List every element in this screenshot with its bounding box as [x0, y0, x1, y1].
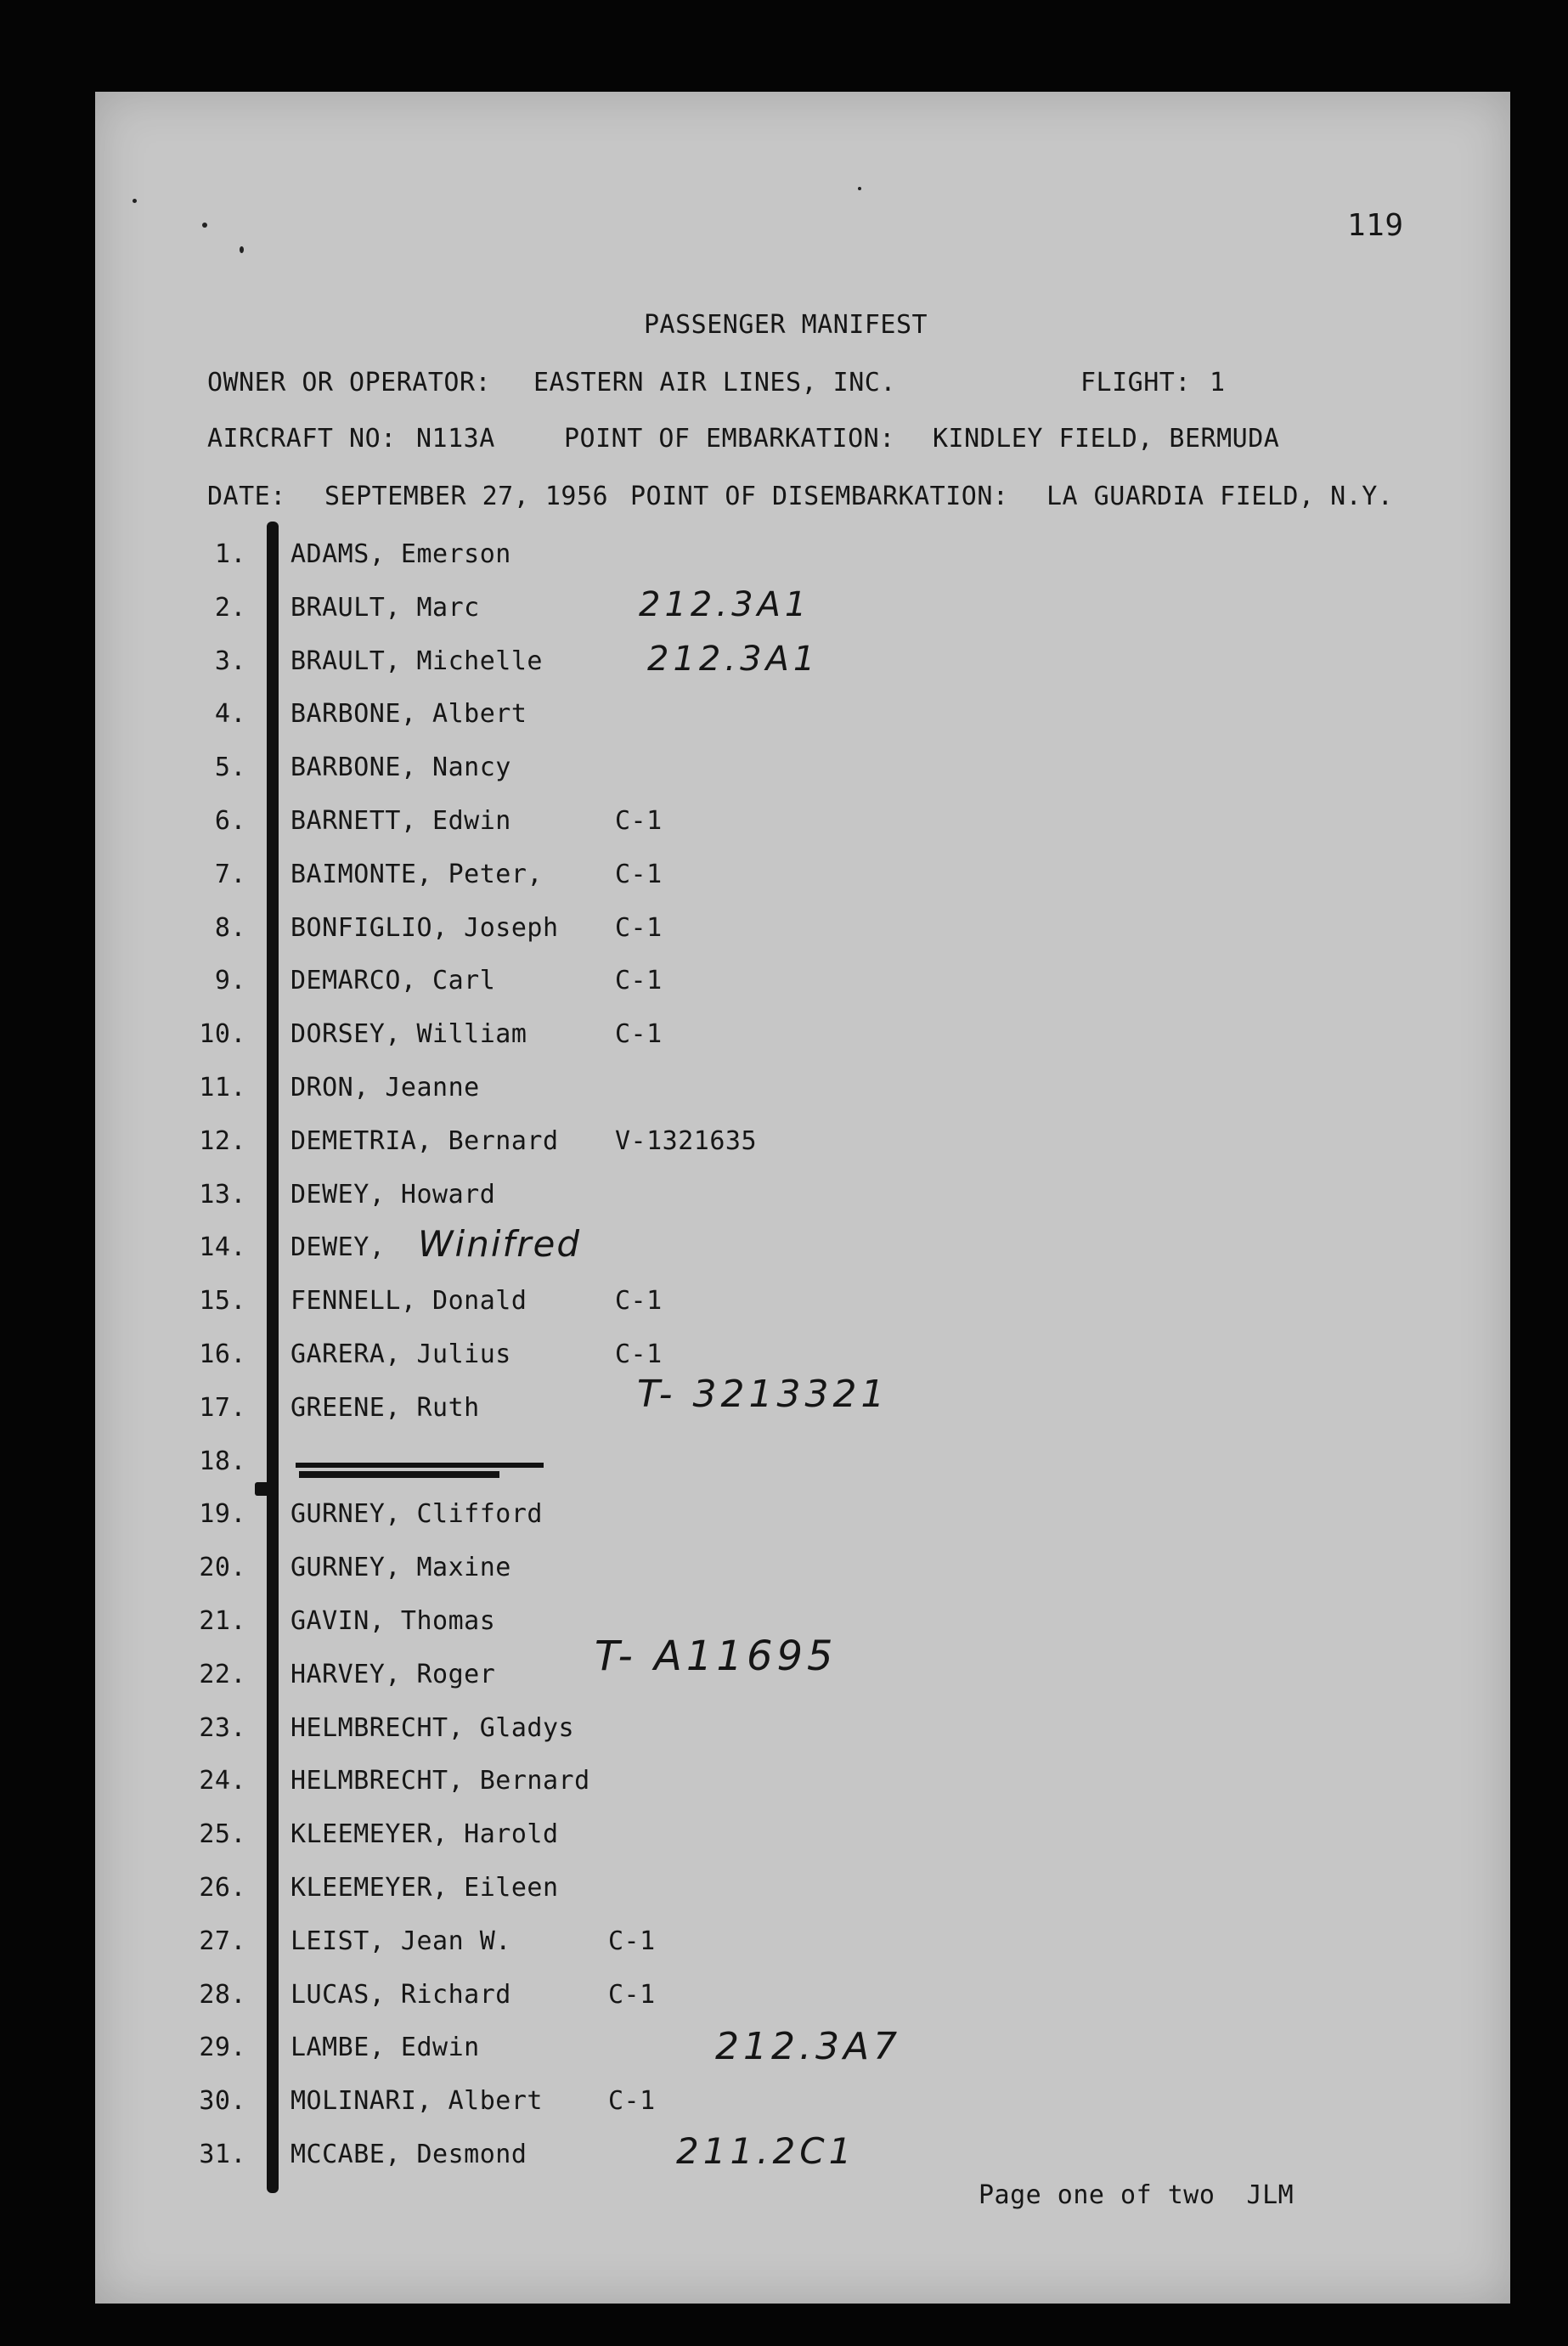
row-number: 28. [199, 1980, 246, 2010]
passenger-name: LUCAS, Richard [290, 1980, 511, 2010]
owner-label: OWNER OR OPERATOR: [207, 368, 492, 398]
passenger-code: C-1 [615, 1286, 663, 1316]
passenger-name: BONFIGLIO, Joseph [290, 913, 559, 943]
passenger-name: GREENE, Ruth [290, 1393, 480, 1423]
handwritten-code-row-17: T- 3213321 [637, 1373, 889, 1416]
handwritten-code-row-31: 211.2C1 [676, 2130, 856, 2172]
passenger-name: HELMBRECHT, Gladys [290, 1713, 575, 1743]
page-footer: Page one of two JLM [979, 2180, 1294, 2210]
disembarkation-value: LA GUARDIA FIELD, N.Y. [1046, 482, 1394, 511]
row-number: 5. [214, 753, 246, 782]
passenger-name: DORSEY, William [290, 1019, 527, 1049]
passenger-name: BARBONE, Albert [290, 699, 527, 729]
paper-speck [240, 246, 244, 253]
row-number: 14. [199, 1232, 246, 1262]
row-number: 16. [199, 1339, 246, 1369]
passenger-name: LEIST, Jean W. [290, 1926, 511, 1956]
row-number: 24. [199, 1766, 246, 1796]
owner-value: EASTERN AIR LINES, INC. [533, 368, 896, 398]
row-number: 27. [199, 1926, 246, 1956]
row-number: 12. [199, 1126, 246, 1156]
row-number: 10. [199, 1019, 246, 1049]
passenger-code: C-1 [608, 2086, 656, 2116]
paper-speck [202, 223, 207, 228]
passenger-name: BARNETT, Edwin [290, 806, 511, 836]
margin-bracket-tick [255, 1482, 279, 1496]
row-number: 26. [199, 1873, 246, 1903]
disembarkation-label: POINT OF DISEMBARKATION: [630, 482, 1009, 511]
row-number: 7. [214, 860, 246, 889]
row-number: 15. [199, 1286, 246, 1316]
passenger-code: C-1 [615, 966, 663, 995]
row-18-strike [296, 1463, 544, 1468]
row-number: 11. [199, 1073, 246, 1103]
flight-label: FLIGHT: [1080, 368, 1191, 398]
passenger-name: DEMARCO, Carl [290, 966, 496, 995]
passenger-name: FENNELL, Donald [290, 1286, 527, 1316]
passenger-code: C-1 [608, 1926, 656, 1956]
handwritten-code-row-3: 212.3A1 [647, 640, 820, 679]
margin-bracket-line [267, 522, 279, 2193]
passenger-name: MCCABE, Desmond [290, 2140, 527, 2169]
row-number: 21. [199, 1606, 246, 1636]
row-number: 3. [214, 646, 246, 676]
passenger-code: C-1 [615, 860, 663, 889]
page-number: 119 [1347, 208, 1404, 243]
embarkation-value: KINDLEY FIELD, BERMUDA [933, 424, 1280, 454]
row-number: 17. [199, 1393, 246, 1423]
passenger-name: BRAULT, Michelle [290, 646, 543, 676]
passenger-name: KLEEMEYER, Eileen [290, 1873, 559, 1903]
passenger-code: V-1321635 [615, 1126, 758, 1156]
passenger-name: BRAULT, Marc [290, 593, 480, 623]
passenger-code: C-1 [615, 806, 663, 836]
passenger-code: C-1 [615, 913, 663, 943]
aircraft-value: N113A [416, 424, 495, 454]
row-number: 31. [199, 2140, 246, 2169]
passenger-name: LAMBE, Edwin [290, 2033, 480, 2062]
passenger-name: KLEEMEYER, Harold [290, 1819, 559, 1849]
row-number: 25. [199, 1819, 246, 1849]
passenger-name: HELMBRECHT, Bernard [290, 1766, 590, 1796]
page-title: PASSENGER MANIFEST [644, 310, 928, 340]
date-value: SEPTEMBER 27, 1956 [324, 482, 609, 511]
passenger-name: DEWEY, Howard [290, 1180, 496, 1210]
handwritten-name-row-14: Winifred [418, 1223, 582, 1265]
date-label: DATE: [207, 482, 286, 511]
passenger-name: GURNEY, Clifford [290, 1499, 543, 1529]
passenger-name: BAIMONTE, Peter, [290, 860, 543, 889]
row-number: 23. [199, 1713, 246, 1743]
passenger-name: DEWEY, [290, 1232, 386, 1262]
embarkation-label: POINT OF EMBARKATION: [564, 424, 895, 454]
passenger-name: MOLINARI, Albert [290, 2086, 543, 2116]
row-number: 4. [214, 699, 246, 729]
passenger-code: C-1 [615, 1019, 663, 1049]
row-number: 29. [199, 2033, 246, 2062]
aircraft-label: AIRCRAFT NO: [207, 424, 397, 454]
passenger-name: GAVIN, Thomas [290, 1606, 496, 1636]
row-number: 22. [199, 1660, 246, 1689]
row-number: 18. [199, 1447, 246, 1476]
passenger-name: BARBONE, Nancy [290, 753, 511, 782]
paper-speck [133, 199, 137, 203]
row-number: 1. [214, 539, 246, 569]
handwritten-code-row-22: T- A11695 [595, 1633, 838, 1680]
passenger-name: DEMETRIA, Bernard [290, 1126, 559, 1156]
row-number: 20. [199, 1553, 246, 1582]
passenger-name: HARVEY, Roger [290, 1660, 496, 1689]
handwritten-code-row-29: 212.3A7 [715, 2025, 902, 2068]
passenger-code: C-1 [608, 1980, 656, 2010]
passenger-name: GURNEY, Maxine [290, 1553, 511, 1582]
passenger-code: C-1 [615, 1339, 663, 1369]
row-number: 30. [199, 2086, 246, 2116]
passenger-name: GARERA, Julius [290, 1339, 511, 1369]
passenger-name: ADAMS, Emerson [290, 539, 511, 569]
handwritten-code-row-2: 212.3A1 [639, 585, 811, 624]
passenger-name: DRON, Jeanne [290, 1073, 480, 1103]
row-number: 9. [214, 966, 246, 995]
row-number: 19. [199, 1499, 246, 1529]
row-18-strike [299, 1471, 499, 1478]
paper-speck [858, 187, 861, 190]
row-number: 8. [214, 913, 246, 943]
row-number: 13. [199, 1180, 246, 1210]
row-number: 2. [214, 593, 246, 623]
flight-value: 1 [1210, 368, 1226, 398]
row-number: 6. [214, 806, 246, 836]
